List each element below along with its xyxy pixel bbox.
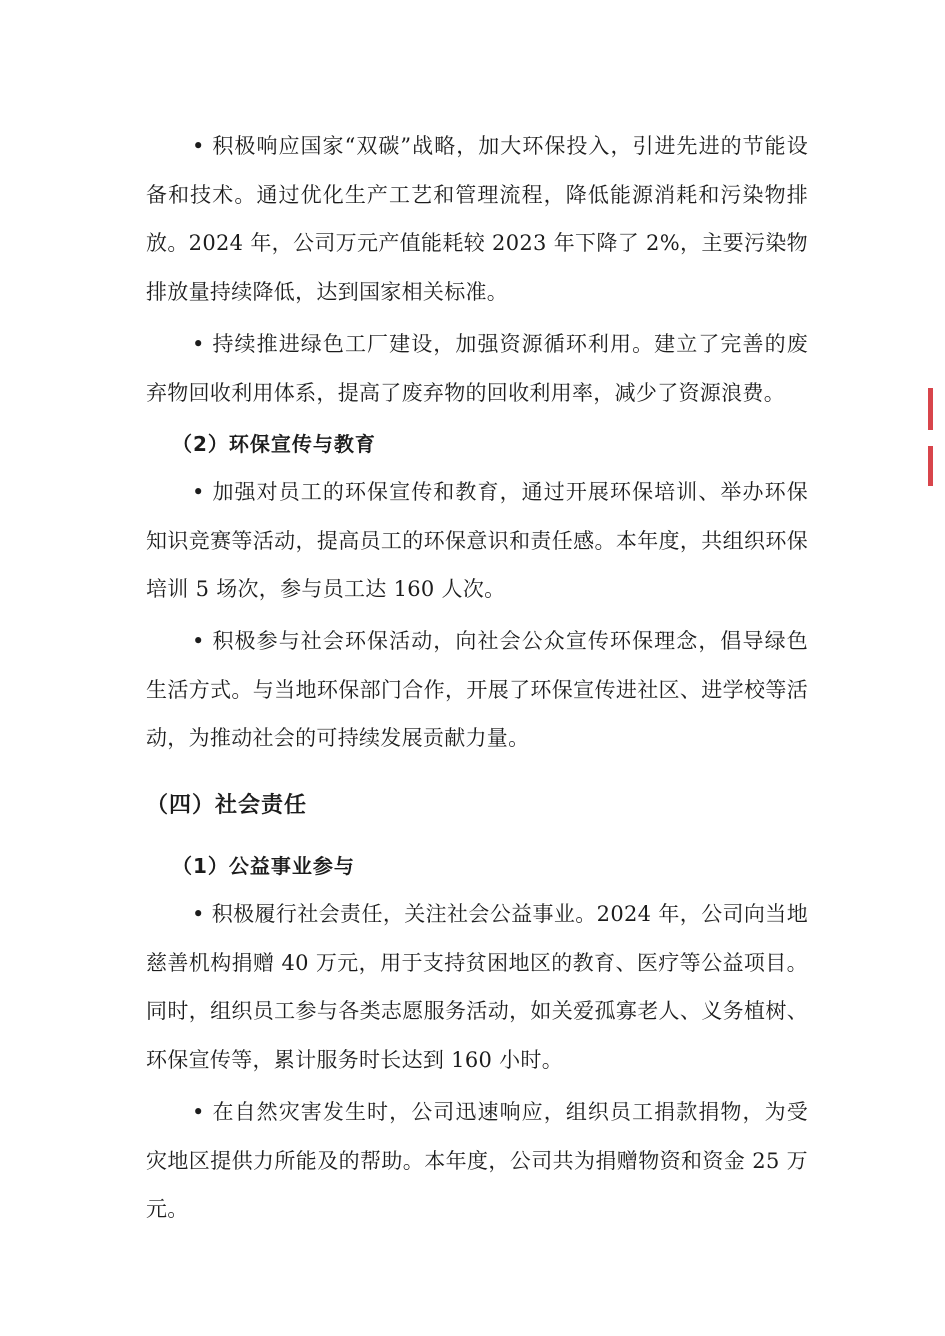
- subheading-charity: （1）公益事业参与: [172, 854, 355, 878]
- paragraph-donations: • 积极履行社会责任，关注社会公益事业。2024 年，公司向当地慈善机构捐赠 40 万元，用于支持贫困地区的教育、医疗等公益项目。同时，组织员工参与各类志愿服务活动，如关爱孤寡老人、义务植树、环保宣传等，累计服务时长达到 160 小时。: [146, 902, 808, 1072]
- subheading-env-education: （2）环保宣传与教育: [172, 432, 376, 456]
- paragraph-community-activities: • 积极参与社会环保活动，向社会公众宣传环保理念，倡导绿色生活方式。与当地环保部门合作，开展了环保宣传进社区、进学校等活动，为推动社会的可持续发展贡献力量。: [146, 629, 808, 750]
- paragraph-employee-training: • 加强对员工的环保宣传和教育，通过开展环保培训、举办环保知识竞赛等活动，提高员工的环保意识和责任感。本年度，共组织环保培训 5 场次，参与员工达 160 人次。: [146, 480, 808, 601]
- paragraph-disaster-relief: • 在自然灾害发生时，公司迅速响应，组织员工捐款捐物，为受灾地区提供力所能及的帮助。本年度，公司共为捐赠物资和资金 25 万元。: [146, 1100, 808, 1221]
- paragraph-carbon-goals: • 积极响应国家“双碳”战略，加大环保投入，引进先进的节能设备和技术。通过优化生产工艺和管理流程，降低能源消耗和污染物排放。2024 年，公司万元产值能耗较 2023 年下降了 2%，主要污染物排放量持续降低，达到国家相关标准。: [146, 134, 808, 304]
- paragraph-green-factory: • 持续推进绿色工厂建设，加强资源循环利用。建立了完善的废弃物回收利用体系，提高了废弃物的回收利用率，减少了资源浪费。: [146, 332, 808, 405]
- seal-edge-mark-lower: [928, 446, 933, 486]
- section-heading-social-responsibility: （四）社会责任: [146, 793, 308, 818]
- seal-edge-mark: [928, 388, 933, 430]
